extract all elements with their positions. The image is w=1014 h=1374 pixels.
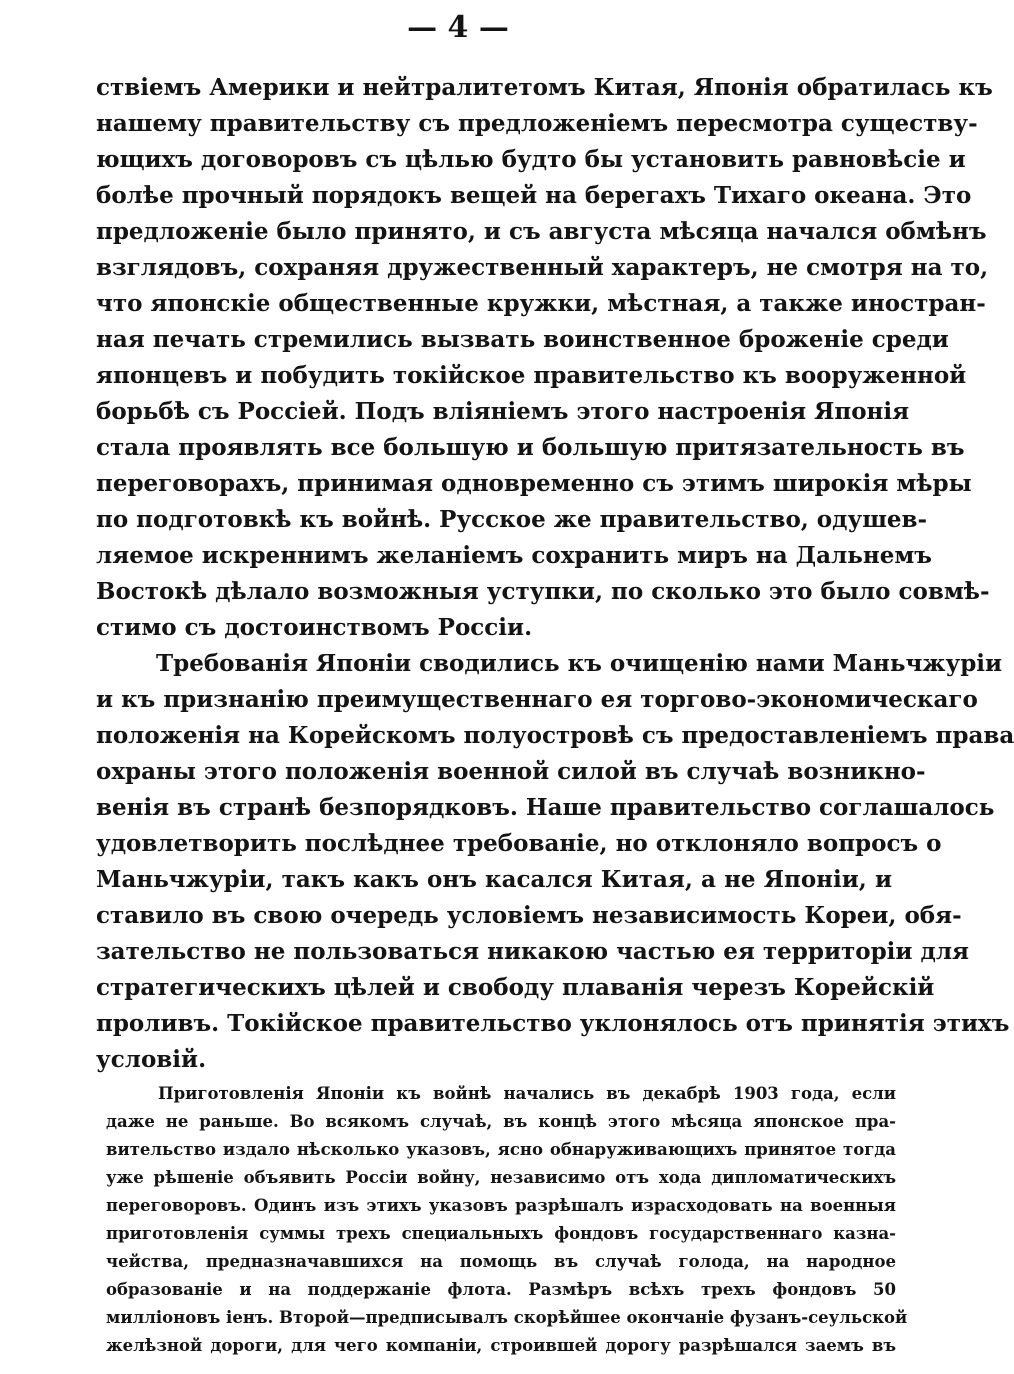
text-line: что японскіе общественные кружки, мѣстная, а также иностран-	[96, 290, 986, 317]
text-line: ная печать стремились вызвать воинственное броженіе среди	[96, 326, 949, 353]
text-line: ющихъ договоровъ съ цѣлью будто бы установить равновѣсіе и	[96, 146, 966, 173]
text-line: охраны этого положенія военной силой въ случаѣ возникно-	[96, 758, 926, 785]
text-line: зательство не пользоваться никакою частью ея территоріи для	[96, 938, 970, 965]
text-line: ставило въ свою очередь условіемъ независимость Кореи, обя-	[96, 902, 962, 929]
text-line: вительство издало нѣсколько указовъ, ясно обнаруживающихъ принятое тогда	[106, 1140, 896, 1159]
text-line: приготовленія суммы трехъ специальныхъ фондовъ государственнаго казна-	[106, 1224, 896, 1243]
text-line: даже не раньше. Во всякомъ случаѣ, въ концѣ этого мѣсяца японское пра-	[106, 1112, 896, 1131]
text-line: чейства, предназначавшихся на помощь въ случаѣ голода, на народное	[106, 1252, 896, 1271]
text-line: Требованія Японіи сводились къ очищенію нами Маньчжуріи	[156, 650, 1003, 677]
text-line: по подготовкѣ къ войнѣ. Русское же правительство, одушев-	[96, 506, 928, 533]
text-line: положенія на Корейскомъ полуостровѣ съ предоставленіемъ права	[96, 722, 1014, 749]
text-line: японцевъ и побудить токійское правительство къ вооруженной	[96, 362, 967, 389]
text-line: желѣзной дороги, для чего компаніи, строившей дорогу разрѣшался заемъ въ	[106, 1336, 896, 1355]
text-line: переговорахъ, принимая одновременно съ этимъ широкія мѣры	[96, 470, 972, 497]
text-line: взглядовъ, сохраняя дружественный характеръ, не смотря на то,	[96, 254, 989, 281]
text-line: уже рѣшеніе объявить Россіи войну, независимо отъ хода дипломатическихъ	[106, 1168, 896, 1187]
text-line: болѣе прочный порядокъ вещей на берегахъ Тихаго океана. Это	[96, 182, 972, 209]
text-line: предложеніе было принято, и съ августа мѣсяца начался обмѣнъ	[96, 218, 987, 245]
text-line: милліоновъ іенъ. Второй—предписывалъ скорѣйшее окончаніе фузанъ-сеульской	[106, 1308, 908, 1327]
text-line: Востокѣ дѣлало возможныя уступки, по сколько это было совмѣ-	[96, 578, 990, 605]
text-line: проливъ. Токійское правительство уклонялось отъ принятія этихъ	[96, 1010, 1010, 1037]
page-number: — 4 —	[407, 10, 509, 45]
text-line: борьбѣ съ Россіей. Подъ вліяніемъ этого настроенія Японія	[96, 398, 910, 425]
text-line: нашему правительству съ предложеніемъ пересмотра существу-	[96, 110, 978, 137]
text-line: стала проявлять все большую и большую притязательность въ	[96, 434, 965, 461]
text-line: удовлетворить послѣднее требованіе, но отклоняло вопросъ о	[96, 830, 942, 857]
text-line: венія въ странѣ безпорядковъ. Наше правительство соглашалось	[96, 794, 995, 821]
text-line: переговоровъ. Одинъ изъ этихъ указовъ разрѣшалъ израсходовать на военныя	[106, 1196, 896, 1215]
text-line: условій.	[96, 1046, 207, 1073]
text-line: Маньчжуріи, такъ какъ онъ касался Китая, а не Японіи, и	[96, 866, 892, 893]
text-line: стимо съ достоинствомъ Россіи.	[96, 614, 533, 641]
text-line: и къ признанію преимущественнаго ея торгово-экономическаго	[96, 686, 978, 713]
text-line: образованіе и на поддержаніе флота. Размѣръ всѣхъ трехъ фондовъ 50	[106, 1280, 896, 1299]
text-line: ствіемъ Америки и нейтралитетомъ Китая, Японія обратилась къ	[96, 74, 993, 101]
text-line: стратегическихъ цѣлей и свободу плаванія черезъ Корейскій	[96, 974, 935, 1001]
text-line: Приготовленія Японіи къ войнѣ начались въ декабрѣ 1903 года, если	[158, 1084, 896, 1103]
text-line: ляемое искреннимъ желаніемъ сохранить миръ на Дальнемъ	[96, 542, 932, 569]
